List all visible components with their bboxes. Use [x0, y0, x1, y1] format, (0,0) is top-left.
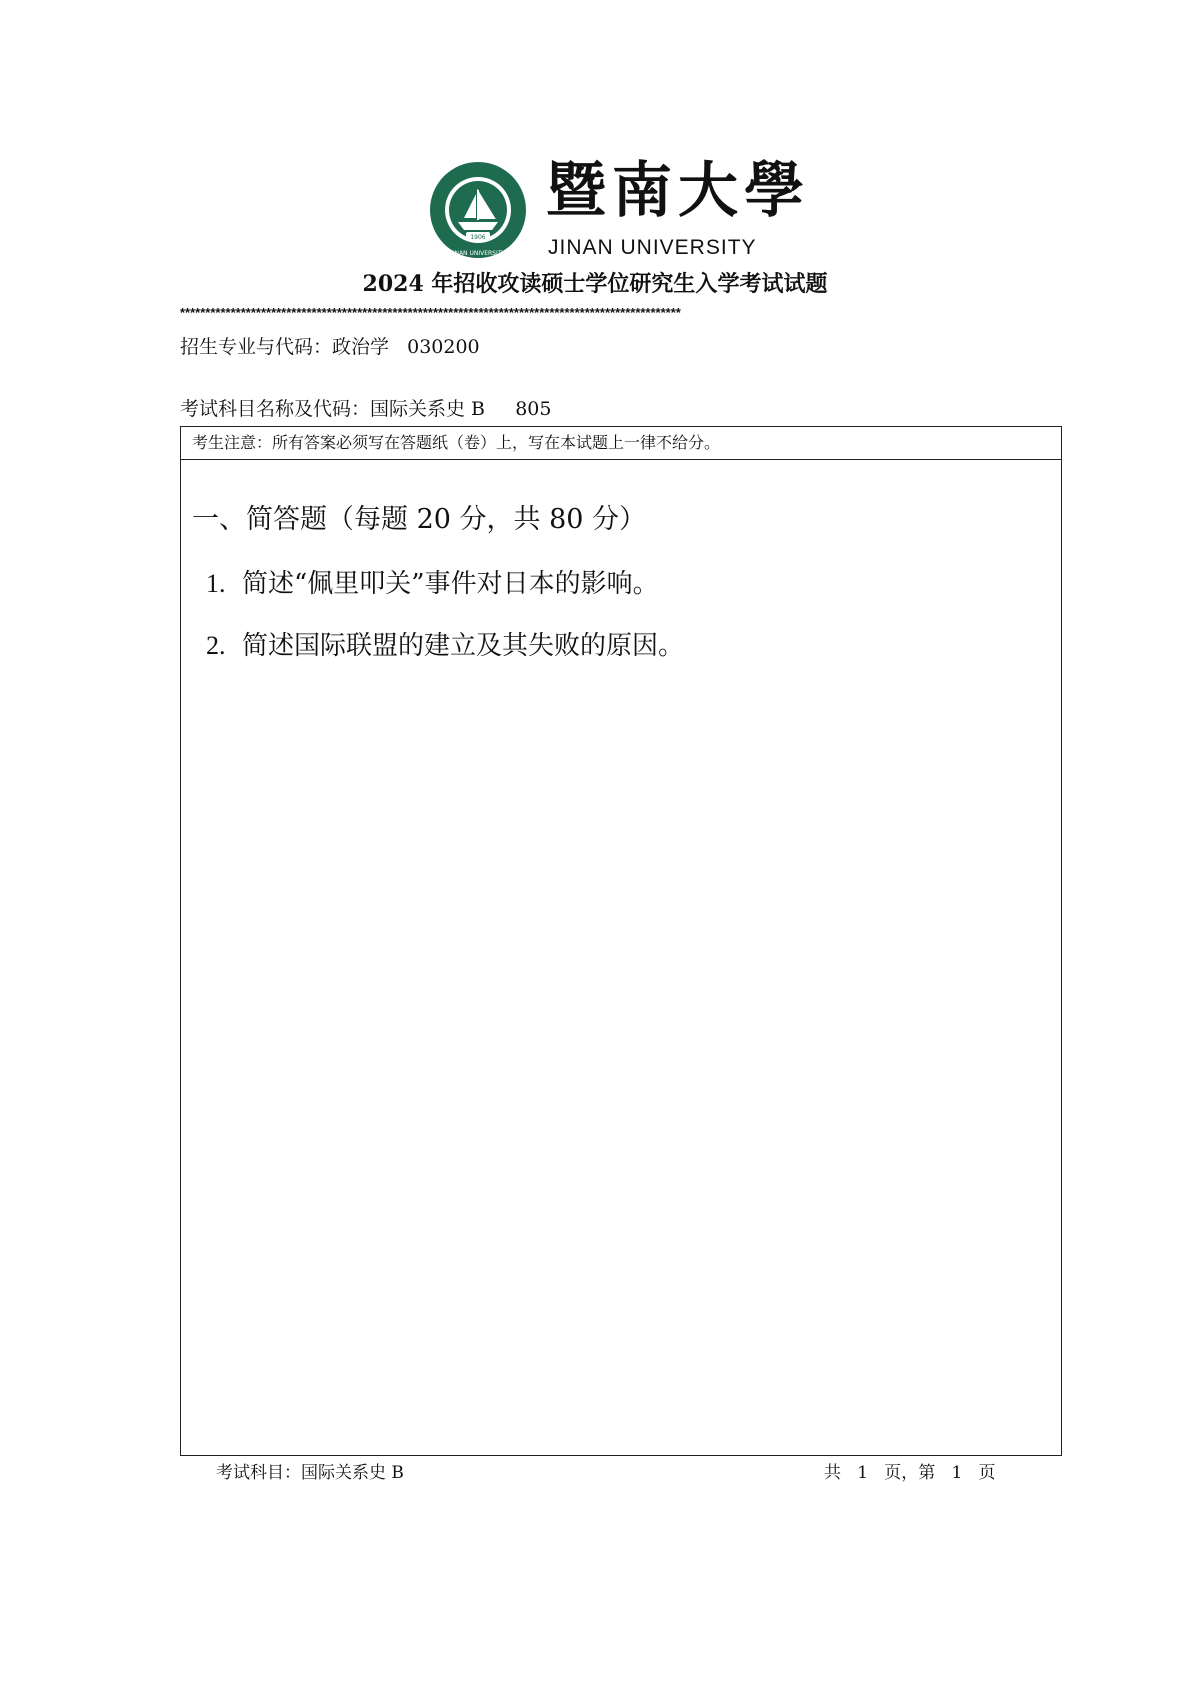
- university-name-cn: 暨南大學: [546, 156, 810, 226]
- university-seal-icon: [428, 160, 528, 260]
- question-text: 简述国际联盟的建立及其失败的原因。: [242, 631, 685, 661]
- university-name-en: JINAN UNIVERSITY: [548, 236, 757, 259]
- svg-text:1906: 1906: [470, 234, 486, 241]
- question-item: [206, 629, 684, 663]
- question-number: 1.: [206, 569, 226, 598]
- question-item: [206, 567, 659, 601]
- exam-title: 2024 年招收攻读硕士学位研究生入学考试试题: [362, 271, 828, 297]
- svg-text:JINAN UNIVERSITY: JINAN UNIVERSITY: [450, 250, 506, 257]
- university-logo: [428, 156, 810, 266]
- candidate-notice: 考生注意：所有答案必须写在答题纸（卷）上，写在本试题上一律不给分。: [181, 427, 1061, 460]
- star-divider: ***************************************************************************************************: [180, 306, 681, 320]
- section-title: 一、简答题（每题 20 分，共 80 分）: [192, 504, 647, 535]
- footer-subject: 考试科目：国际关系史 B: [216, 1463, 404, 1483]
- footer-page-count: 共 1 页，第 1 页: [824, 1463, 996, 1483]
- major-line: 招生专业与代码：政治学 030200: [180, 336, 480, 358]
- answer-frame: [180, 426, 1062, 1456]
- question-number: 2.: [206, 631, 226, 660]
- subject-line: 考试科目名称及代码：国际关系史 B 805: [180, 398, 552, 420]
- question-text: 简述“佩里叩关”事件对日本的影响。: [242, 569, 659, 599]
